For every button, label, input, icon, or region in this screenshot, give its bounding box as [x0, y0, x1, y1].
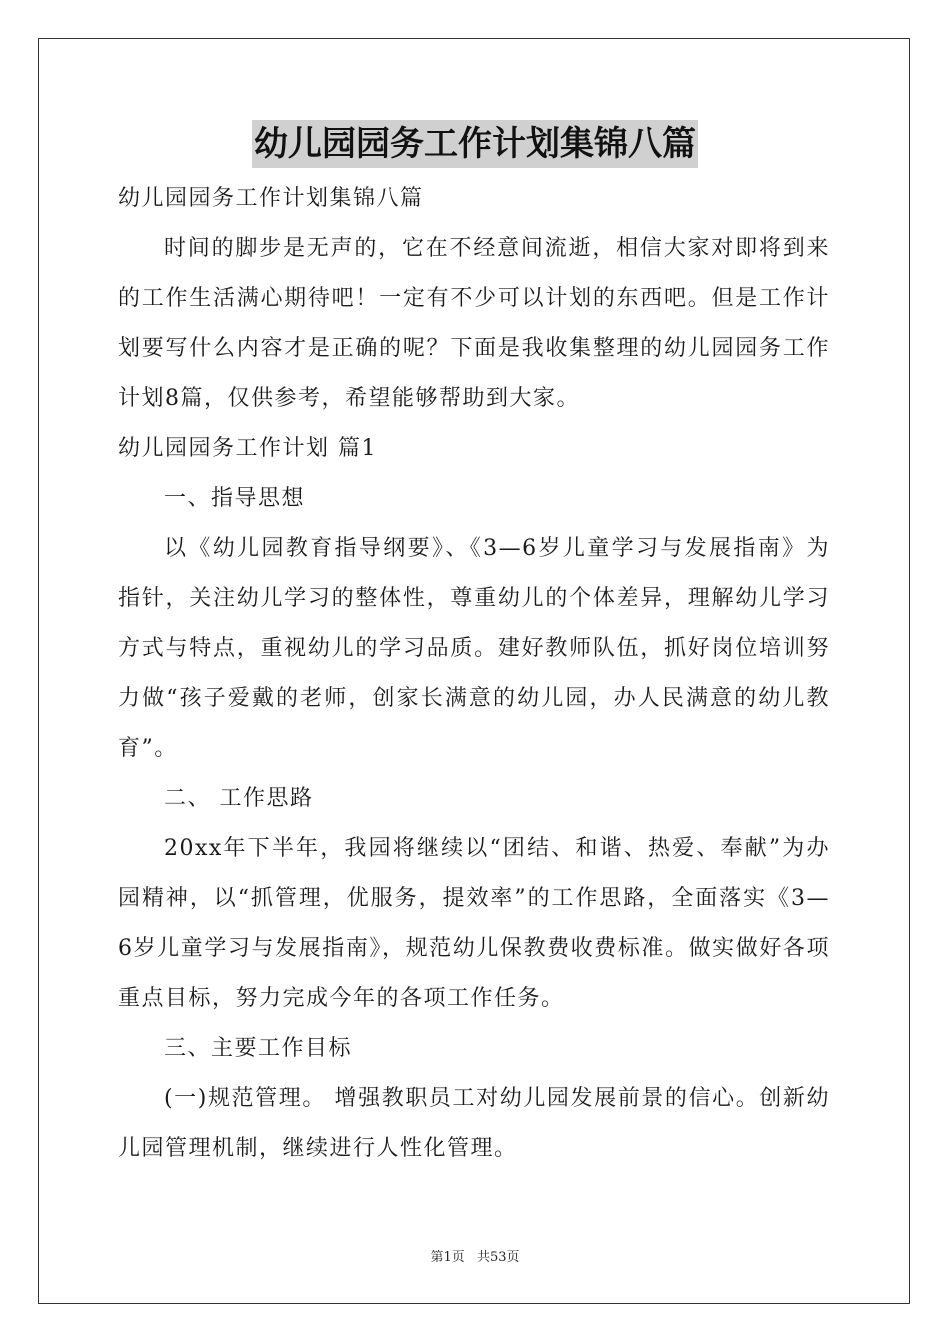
section-heading: 幼儿园园务工作计划 篇1 — [118, 436, 377, 461]
paragraph: 时间的脚步是无声的，它在不经意间流逝，相信大家对即将到来的工作生活满心期待吧！一定有不少可以计划的东西吧。但是工作计划要写什么内容才是正确的呢？下面是我收集整理的幼儿园园务工作计划8篇，仅供参考，希望能够帮助到大家。 — [118, 236, 830, 411]
title-area — [0, 120, 950, 168]
subheading: 二、 工作思路 — [164, 786, 314, 811]
document-body — [118, 174, 830, 1174]
subheading: 一、指导思想 — [164, 486, 306, 511]
page-total: 共53页 — [476, 1250, 520, 1265]
page-number: 第1页 — [430, 1250, 465, 1265]
paragraph: 以《幼儿园教育指导纲要》、《3—6岁儿童学习与发展指南》为指针，关注幼儿学习的整体性，尊重幼儿的个体差异，理解幼儿学习方式与特点，重视幼儿的学习品质。建好教师队伍，抓好岗位培训努力做“孩子爱戴的老师，创家长满意的幼儿园，办人民满意的幼儿教育”。 — [118, 536, 830, 761]
document-title: 幼儿园园务工作计划集锦八篇 — [252, 120, 698, 168]
page-footer — [0, 1246, 950, 1265]
subheading: 三、主要工作目标 — [164, 1036, 353, 1061]
paragraph: 幼儿园园务工作计划集锦八篇 — [118, 186, 424, 211]
paragraph: 20xx年下半年，我园将继续以“团结、和谐、热爱、奉献”为办园精神，以“抓管理，优服务，提效率”的工作思路，全面落实《3—6岁儿童学习与发展指南》，规范幼儿保教费收费标准。做实做好各项重点目标，努力完成今年的各项工作任务。 — [118, 836, 830, 1011]
paragraph: (一)规范管理。 增强教职员工对幼儿园发展前景的信心。创新幼儿园管理机制，继续进行人性化管理。 — [118, 1086, 830, 1161]
